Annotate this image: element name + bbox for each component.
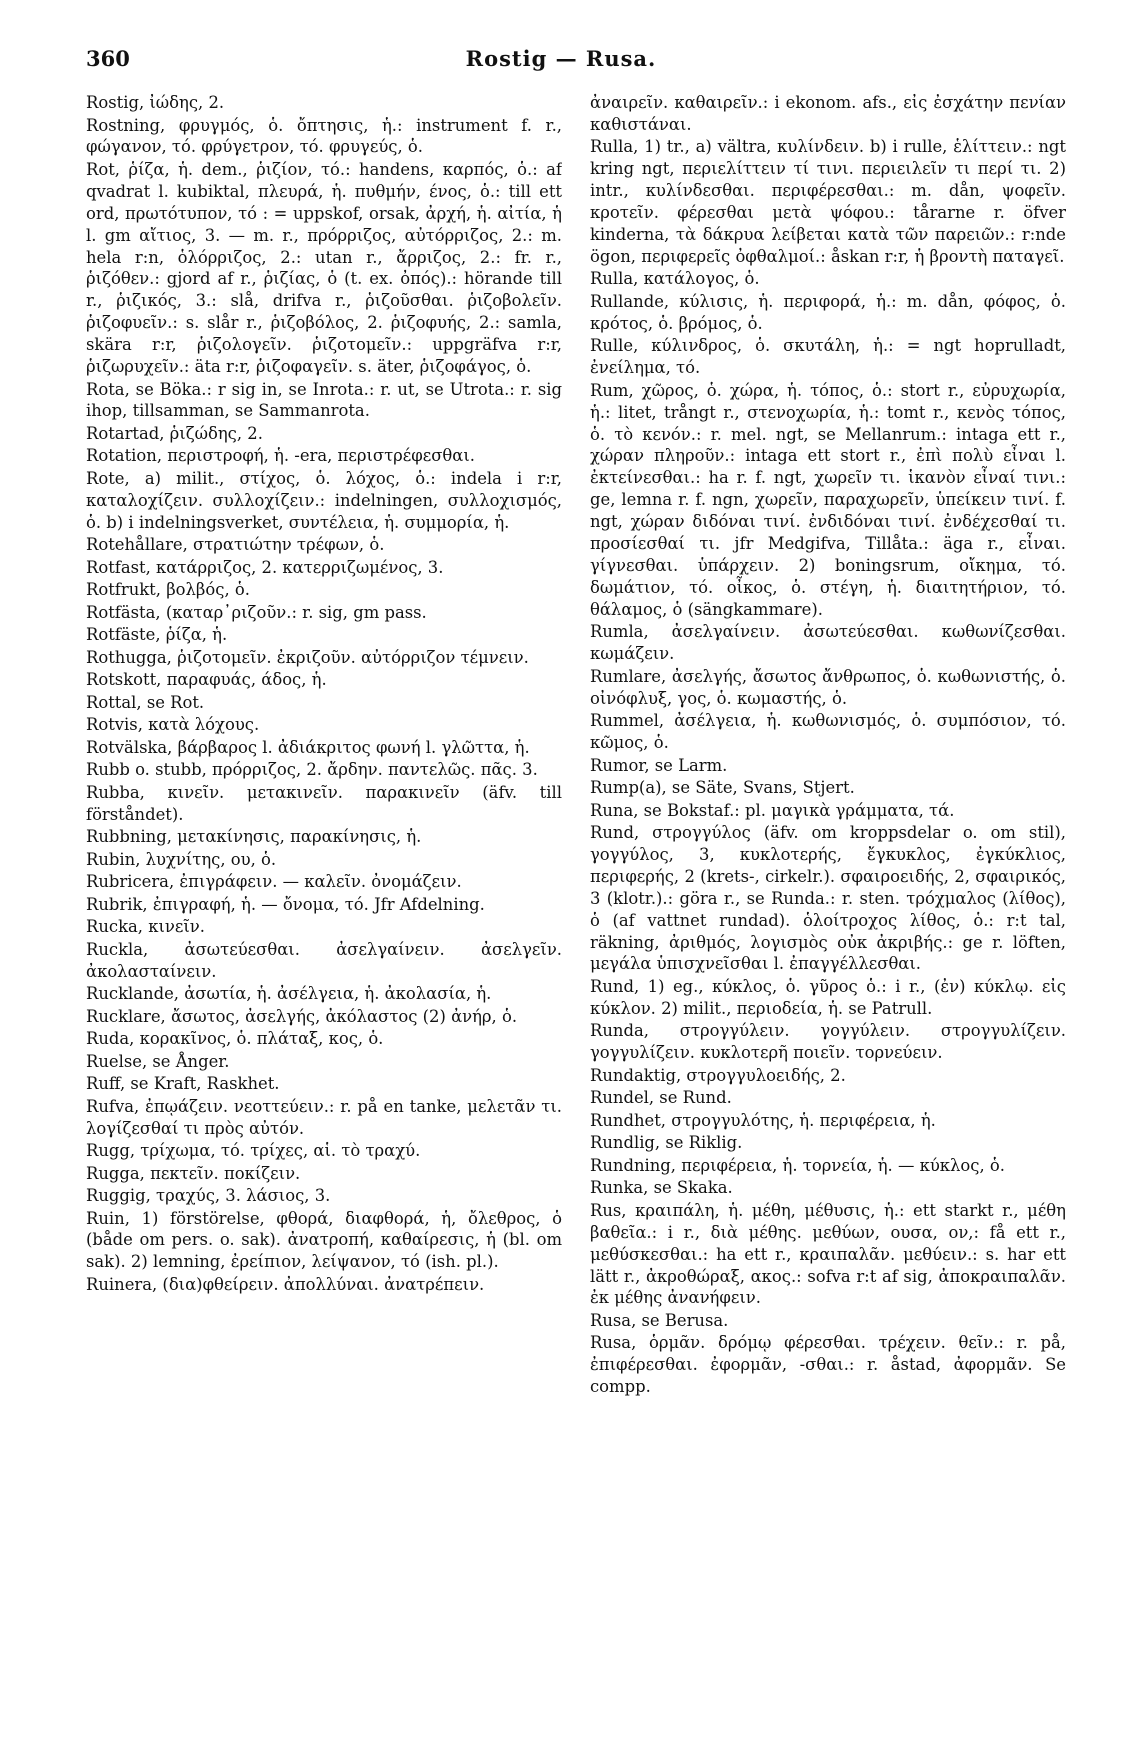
dictionary-entry: Runka, se Skaka. (590, 1178, 733, 1198)
dictionary-entry: Rulle, κύλινδρος, ὁ. σκυτάλη, ἡ.: = ngt hoprulladt, ἐνείλημα, τό. (590, 336, 1066, 378)
page-number: 360 (86, 46, 130, 71)
dictionary-entry: Ruelse, se Ånger. (86, 1051, 230, 1071)
dictionary-entry: Rulla, κατάλογος, ὁ. (590, 269, 760, 289)
dictionary-entry: Rote, a) milit., στίχος, ὁ. λόχος, ὁ.: indela i r:r, καταλοχίζειν. συλλοχίζειν.: indelningen, συλλοχισμός, ὁ. b) i indelningsverket, συντέλεια, ἡ. συμμορία, ἡ. (86, 468, 562, 532)
dictionary-entry: Rotfast, κατάρριζος, 2. κατερριζωμένος, 3. (86, 557, 444, 577)
dictionary-entry: Rotfäste, ῥίζα, ἡ. (86, 625, 228, 645)
dictionary-entry: Rullande, κύλισις, ἡ. περιφορά, ἡ.: m. dån, φόφος, ὁ. κρότος, ὁ. βρόμος, ὁ. (590, 291, 1066, 333)
dictionary-entry: Rumlare, ἀσελγής, ἄσωτος ἄνθρωπος, ὁ. κωθωνιστής, ὁ. οἰνόφλυξ, γος, ὁ. κωμαστής, ὁ. (590, 666, 1066, 708)
dictionary-entry: Ruggig, τραχύς, 3. λάσιος, 3. (86, 1186, 331, 1205)
dictionary-entry: Rundhet, στρογγυλότης, ἡ. περιφέρεια, ἡ. (590, 1110, 936, 1130)
dictionary-entry: Rulla, 1) tr., a) vältra, κυλίνδειν. b) i rulle, ἑλίττειν.: ngt kring ngt, περιελίττειν τί τινι. περιειλεῖν τι περί τι. 2) intr., κυλίνδεσθαι. περιφέρεσθαι.: m. dån, ψοφεῖν. κροτεῖν. φέρεσθαι μετὰ ψόφου.: tårarne r. öfver kinderna, τὰ δάκρυα λείβεται κατὰ τῶν παρειῶν.: r:nde ögon, περιφερεῖς ὀφθαλμοί.: åskan r:r, ἡ βροντὴ παταγεῖ. (590, 137, 1066, 266)
dictionary-entry: Ruinera, (δια)φθείρειν. ἀπολλύναι. ἀνατρέπειν. (86, 1274, 485, 1294)
dictionary-entry: Rostig, ἰώδης, 2. (86, 93, 225, 112)
dictionary-entry: Rothugga, ῥιζοτομεῖν. ἐκριζοῦν. αὐτόρριζον τέμνειν. (86, 647, 529, 667)
dictionary-entry: Rotvälska, βάρβαρος l. ἀδιάκριτος φωνή l. γλῶττα, ἡ. (86, 737, 530, 757)
dictionary-entry: Runda, στρογγύλειν. γογγύλειν. στρογγυλίζειν. γογγυλίζειν. κυκλοτερῆ ποιεῖν. τορνεύειν. (590, 1021, 1066, 1063)
dictionary-entry: Rucka, κινεῖν. (86, 917, 205, 937)
dictionary-entry: Rump(a), se Säte, Svans, Stjert. (590, 778, 855, 798)
dictionary-entry: Rusa, ὁρμᾶν. δρόμῳ φέρεσθαι. τρέχειν. θεῖν.: r. på, ἐπιφέρεσθαι. ἐφορμᾶν, -σθαι.: r. åstad, ἀφορμᾶν. Se compp. (590, 1333, 1066, 1397)
dictionary-entry: Rucklande, ἀσωτία, ἡ. ἀσέλγεια, ἡ. ἀκολασία, ἡ. (86, 984, 492, 1004)
dictionary-entry: Rotvis, κατὰ λόχους. (86, 715, 260, 735)
dictionary-entry: Ruin, 1) förstörelse, φθορά, διαφθορά, ἡ, ὄλεθρος, ὁ (både om pers. o. sak). ἀνατροπή, καθαίρεσις, ἡ (bl. om sak). 2) lemning, ἐρείπιον, λείψανον, τό (ish. pl.). (86, 1208, 562, 1272)
dictionary-entry: Rundning, περιφέρεια, ἡ. τορνεία, ἡ. — κύκλος, ὁ. (590, 1155, 1005, 1175)
dictionary-entry: Rundlig, se Riklig. (590, 1133, 743, 1153)
dictionary-entry: Rugga, πεκτεῖν. ποκίζειν. (86, 1163, 301, 1183)
dictionary-entry: Rum, χῶρος, ὁ. χώρα, ἡ. τόπος, ὁ.: stort r., εὐρυχωρία, ἡ.: litet, trångt r., στενοχωρία, ἡ.: tomt r., κενὸς τόπος, ὁ. τὸ κενόν.: r. mel. ngt, se Mellanrum.: intaga ett r., χώραν πληροῦν.: intaga ett stort r., ἐπὶ πολὺ εἶναι l. ἐκτείνεσθαι.: ha r. f. ngt, χωρεῖν τι. ἱκανὸν εἶναί τινι.: ge, lemna r. f. ngn, χωρεῖν, παραχωρεῖν, ὑπείκειν τινί. f. ngt, χώραν διδόναι τινί. ἐνδιδόναι τινί. ἐνδέχεσθαί τι. προσίεσθαί τι. jfr Medgifva, Tillåta.: äga r., εἶναι. γίγνεσθαι. ὑπάρχειν. 2) boningsrum, οἴκημα, τό. δωμάτιον, τό. οἶκος, ὁ. στέγη, ἡ. διαιτητήριον, τό. θάλαμος, ὁ (sängkammare). (590, 380, 1066, 619)
dictionary-entry: Rotfästa, (καταρ᾽ριζοῦν.: r. sig, gm pass. (86, 602, 427, 622)
dictionary-entry: Rotfrukt, βολβός, ὁ. (86, 580, 250, 600)
dictionary-entry: Rundaktig, στρογγυλοειδής, 2. (590, 1065, 846, 1085)
dictionary-entry: Rund, 1) eg., κύκλος, ὁ. γῦρος ὁ.: i r., (ἐν) κύκλῳ. εἰς κύκλον. 2) milit., περιοδεία, ἡ. se Patrull. (590, 976, 1066, 1018)
left-column (86, 92, 562, 1722)
dictionary-entry: Rota, se Böka.: r sig in, se Inrota.: r. ut, se Utrota.: r. sig ihop, tillsamman, se Sammanrota. (86, 379, 562, 421)
dictionary-entry: Rubb o. stubb, πρόρριζος, 2. ἄρδην. παντελῶς. πᾶς. 3. (86, 760, 538, 780)
dictionary-entry: Rotskott, παραφυάς, άδος, ἡ. (86, 670, 327, 690)
dictionary-entry: Rundel, se Rund. (590, 1088, 732, 1108)
dictionary-entry: Rostning, φρυγμός, ὁ. ὄπτησις, ἡ.: instrument f. r., φώγανον, τό. φρύγετρον, τό. φρυγεύς, ὁ. (86, 115, 562, 157)
dictionary-entry: Rubin, λυχνίτης, ου, ὁ. (86, 849, 277, 869)
dictionary-entry: Rummel, ἀσέλγεια, ἡ. κωθωνισμός, ὁ. συμπόσιον, τό. κῶμος, ὁ. (590, 711, 1066, 753)
dictionary-entry: Rund, στρογγύλος (äfv. om kroppsdelar o. om stil), γογγύλος, 3, κυκλοτερής, ἔγκυκλος, ἐγκύκλιος, περιφερής, 2 (krets-, cirkelr.). σφαιροειδής, 2, σφαιρικός, 3 (klotr.).: göra r., se Runda.: r. sten. τρόχμαλος (λίθος), ὁ (af vattnet rundad). ὁλοίτροχος λίθος, ὁ.: r:t tal, räkning, ἀριθμός, λογισμὸς οὐκ ἀκριβής.: ge r. löften, μεγάλα ὑπισχνεῖσθαι l. ἐπαγγέλλεσθαι. (590, 823, 1066, 974)
dictionary-entry: Rubrik, ἐπιγραφή, ἡ. — ὄνομα, τό. Jfr Afdelning. (86, 894, 485, 914)
dictionary-entry: Rot, ῥίζα, ἡ. dem., ῥιζίον, τό.: handens, καρπός, ὁ.: af qvadrat l. kubiktal, πλευρά, ἡ. πυθμήν, ένος, ὁ.: till ett ord, πρωτότυπον, τό : = uppskof, orsak, ἀρχή, ἡ. αἰτία, ἡ l. gm αἴτιος, 3. — m. r., πρόρριζος, αὐτόρριζος, 2.: m. hela r:n, ὁλόρριζος, 2.: utan r., ἄρριζος, 2.: fr. r., ῥιζόθεν.: gjord af r., ῥιζίας, ὁ (t. ex. ὀπός).: hörande till r., ῥιζικός, 3.: slå, drifva r., ῥιζοῦσθαι. ῥιζοβολεῖν. ῥιζοφυεῖν.: s. slår r., ῥιζοβόλος, 2. ῥιζοφυής, 2.: samla, skära r:r, ῥιζολογεῖν. ῥιζοτομεῖν.: uppgräfva r:r, ῥιζωρυχεῖν.: äta r:r, ῥιζοφαγεῖν. s. äter, ῥιζοφάγος, ὁ. (86, 159, 562, 377)
right-column (590, 92, 1066, 1722)
page-header (86, 46, 1036, 80)
dictionary-entry: Ruda, κορακῖνος, ὁ. πλάταξ, κος, ὁ. (86, 1029, 384, 1049)
dictionary-entry: Rucklare, ἄσωτος, ἀσελγής, ἀκόλαστος (2) ἀνήρ, ὁ. (86, 1006, 518, 1026)
dictionary-entry: Rubbning, μετακίνησις, παρακίνησις, ἡ. (86, 827, 422, 847)
dictionary-entry: Rotation, περιστροφή, ἡ. -era, περιστρέφεσθαι. (86, 446, 475, 466)
dictionary-entry: Rusa, se Berusa. (590, 1310, 729, 1330)
dictionary-entry: Rotehållare, στρατιώτην τρέφων, ὁ. (86, 535, 385, 555)
dictionary-entry: Rumla, ἀσελγαίνειν. ἀσωτεύεσθαι. κωθωνίζεσθαι. κωμάζειν. (590, 622, 1066, 664)
dictionary-entry: Rugg, τρίχωμα, τό. τρίχες, αἱ. τὸ τραχύ. (86, 1141, 421, 1160)
dictionary-entry: Rufva, ἐπῳάζειν. νεοττεύειν.: r. på en tanke, μελετᾶν τι. λογίζεσθαί τι πρὸς αὐτόν. (86, 1096, 562, 1138)
dictionary-entry: Rubba, κινεῖν. μετακινεῖν. παρακινεῖν (äfv. till förståndet). (86, 782, 562, 824)
running-title: Rostig — Rusa. (465, 46, 657, 71)
dictionary-entry: Rubricera, ἐπιγράφειν. — καλεῖν. ὀνομάζειν. (86, 872, 462, 892)
dictionary-entry: Ruff, se Kraft, Raskhet. (86, 1074, 280, 1094)
dictionary-entry: Rus, κραιπάλη, ἡ. μέθη, μέθυσις, ἡ.: ett starkt r., μέθη βαθεῖα.: i r., διὰ μέθης. μεθύων, ουσα, ον,: få ett r., μεθύσκεσθαι.: ha ett r., κραιπαλᾶν. μεθύειν.: s. har ett lätt r., ἀκροθώραξ, ακος.: sofva r:t af sig, ἀποκραιπαλᾶν. ἐκ μέθης ἀνανήφειν. (590, 1200, 1066, 1308)
dictionary-entry: Rottal, se Rot. (86, 692, 205, 712)
dictionary-entry: ἀναιρεῖν. καθαιρεῖν.: i ekonom. afs., εἰς ἐσχάτην πενίαν καθιστάναι. (590, 93, 1066, 134)
dictionary-entry: Rotartad, ῥιζώδης, 2. (86, 423, 263, 443)
dictionary-entry: Runa, se Bokstaf.: pl. μαγικὰ γράμματα, τά. (590, 800, 955, 820)
dictionary-entry: Rumor, se Larm. (590, 755, 728, 775)
dictionary-entry: Ruckla, ἀσωτεύεσθαι. ἀσελγαίνειν. ἀσελγεῖν. ἀκολασταίνειν. (86, 939, 562, 981)
